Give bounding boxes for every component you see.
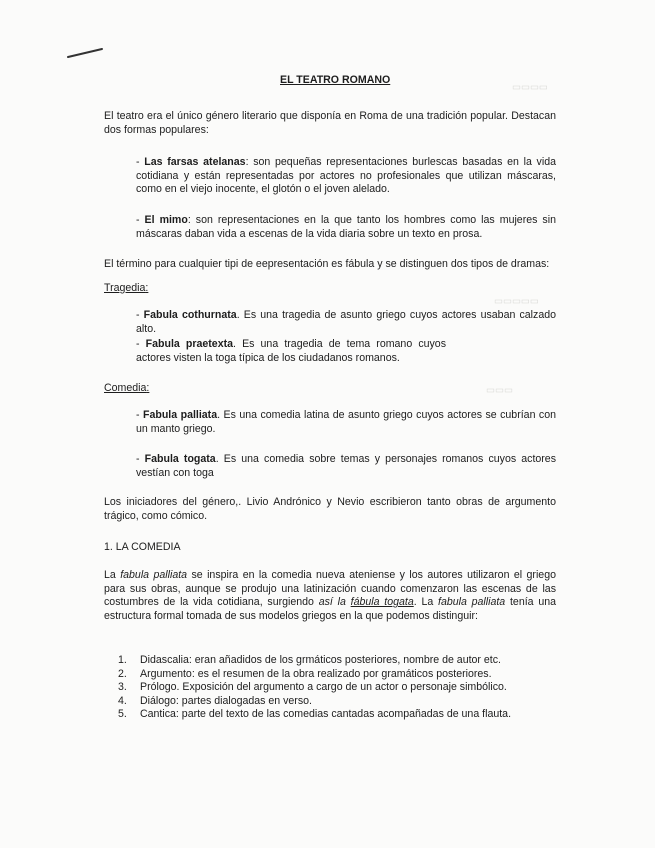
togata-desc: . Es una comedia sobre temas y personajes romanos cuyos actores vestían con toga — [136, 453, 556, 479]
tragedia-heading: Tragedia: — [104, 282, 149, 294]
list-item — [118, 681, 558, 695]
comedia-para-text: . La — [413, 596, 438, 609]
comedia-parts-list — [118, 654, 558, 722]
cothurnata-term: Fabula cothurnata — [143, 309, 237, 321]
comedia-para-text: La — [104, 569, 121, 581]
fabula-togata-term: fábula togata — [350, 596, 414, 609]
comedia-heading: Comedia: — [104, 382, 150, 394]
list-text: Diálogo: partes dialogadas en verso. — [140, 694, 312, 707]
fabula-sentence: El término para cualquier tipi de eepresentación es fábula y se distinguen dos tipos de dramas: — [104, 258, 550, 270]
section-title-comedia: 1. LA COMEDIA — [104, 541, 181, 553]
farsas-atelanas-desc: : son pequeñas representaciones burlescas basadas en la vida cotidiana y están representadas por actores no profesionales que utilizan máscaras, como en el viejo inocente, el glotón o el joven alelado. — [136, 156, 556, 196]
list-text: Cantica: parte del texto de las comedias cantadas acompañadas de una flauta. — [140, 708, 512, 721]
fabula-palliata-term: fabula palliata — [438, 596, 506, 609]
mimo-item: - El mimo: son representaciones en la que tanto los hombres como las mujeres sin máscaras daban vida a escenas de la vida diaria sobre un texto en prosa. — [136, 214, 556, 240]
intro-paragraph: El teatro era el único género literario que disponía en Roma de una tradición popular. Destacan dos formas populares: — [104, 110, 556, 136]
farsas-atelanas-item: - Las farsas atelanas: son pequeñas representaciones burlescas basadas en la vida cotidiana y están representadas por actores no profesionales que utilizan máscaras, como en el viejo inocente, el glotón o el joven alelado. — [136, 156, 556, 196]
bleed-through-text: ▭▭▭▭ — [512, 82, 548, 93]
pen-mark-scribble — [66, 46, 106, 60]
cothurnata-desc: . Es una tragedia de asunto griego cuyos actores usaban calzado alto. — [136, 309, 556, 335]
praetexta-desc: . Es una tragedia de tema romano cuyos actores visten la toga típica de los ciudadanos romanos. — [136, 338, 446, 364]
list-text: Didascalia: eran añadidos de los grmáticos posteriores, nombre de autor etc. — [140, 654, 501, 666]
mimo-term: El mimo — [144, 214, 188, 226]
list-text: Prólogo. Exposición del argumento a cargo de un actor o personaje simbólico. — [140, 681, 507, 694]
comedia-para-text: tenía una estructura formal tomada de sus modelos griegos en la que podemos distinguir: — [104, 596, 556, 622]
list-number: 4. — [118, 694, 127, 707]
praetexta-term: Fabula praetexta — [145, 338, 234, 350]
list-item — [118, 654, 558, 668]
list-item — [118, 695, 558, 709]
list-item — [118, 708, 558, 722]
bleed-through-text: ▭▭▭▭▭ — [494, 296, 539, 307]
comedia-para-text: se inspira en la comedia nueva ateniense y los autores utilizaron el griego para sus obras, aunque se produjo una latinización cuando comenzaron las escenas de las costumbres de la vida cotidiana, surgiendo — [104, 569, 556, 609]
list-number: 5. — [118, 708, 127, 721]
tragedia-heading-label: Tragedia — [104, 282, 146, 294]
cothurnata-item: - Fabula cothurnata. Es una tragedia de asunto griego cuyos actores usaban calzado alto. — [136, 309, 556, 335]
list-text: Argumento: es el resumen de la obra realizado por gramáticos posteriores. — [140, 667, 492, 680]
togata-item: - Fabula togata. Es una comedia sobre temas y personajes romanos cuyos actores vestían con toga — [136, 453, 556, 479]
page-title: EL TEATRO ROMANO — [280, 74, 391, 86]
togata-term: Fabula togata — [144, 453, 216, 465]
palliata-term: Fabula palliata — [143, 409, 218, 421]
comedia-paragraph — [104, 569, 556, 623]
asi-la-text: así la — [318, 596, 351, 609]
list-number: 3. — [118, 681, 127, 694]
iniciadores-paragraph: Los iniciadores del género,. Livio Andrónico y Nevio escribieron tanto obras de argumento trágico, como cómico. — [104, 496, 556, 522]
list-number: 1. — [118, 654, 127, 666]
praetexta-item: - Fabula praetexta. Es una tragedia de tema romano cuyos actores visten la toga típica de los ciudadanos romanos. — [136, 338, 446, 364]
bleed-through-text: ▭▭▭ — [486, 385, 513, 396]
comedia-heading-label: Comedia — [104, 382, 147, 394]
fabula-palliata-term: fabula palliata — [120, 569, 188, 581]
palliata-desc: . Es una comedia latina de asunto griego cuyos actores se cubrían con un manto griego. — [136, 409, 556, 435]
list-number: 2. — [118, 667, 127, 680]
list-item — [118, 668, 558, 682]
mimo-desc: : son representaciones en la que tanto los hombres como las mujeres sin máscaras daban vida a escenas de la vida diaria sobre un texto en prosa. — [136, 214, 556, 240]
palliata-item: - Fabula palliata. Es una comedia latina de asunto griego cuyos actores se cubrían con un manto griego. — [136, 409, 556, 435]
farsas-atelanas-term: Las farsas atelanas — [144, 156, 246, 168]
